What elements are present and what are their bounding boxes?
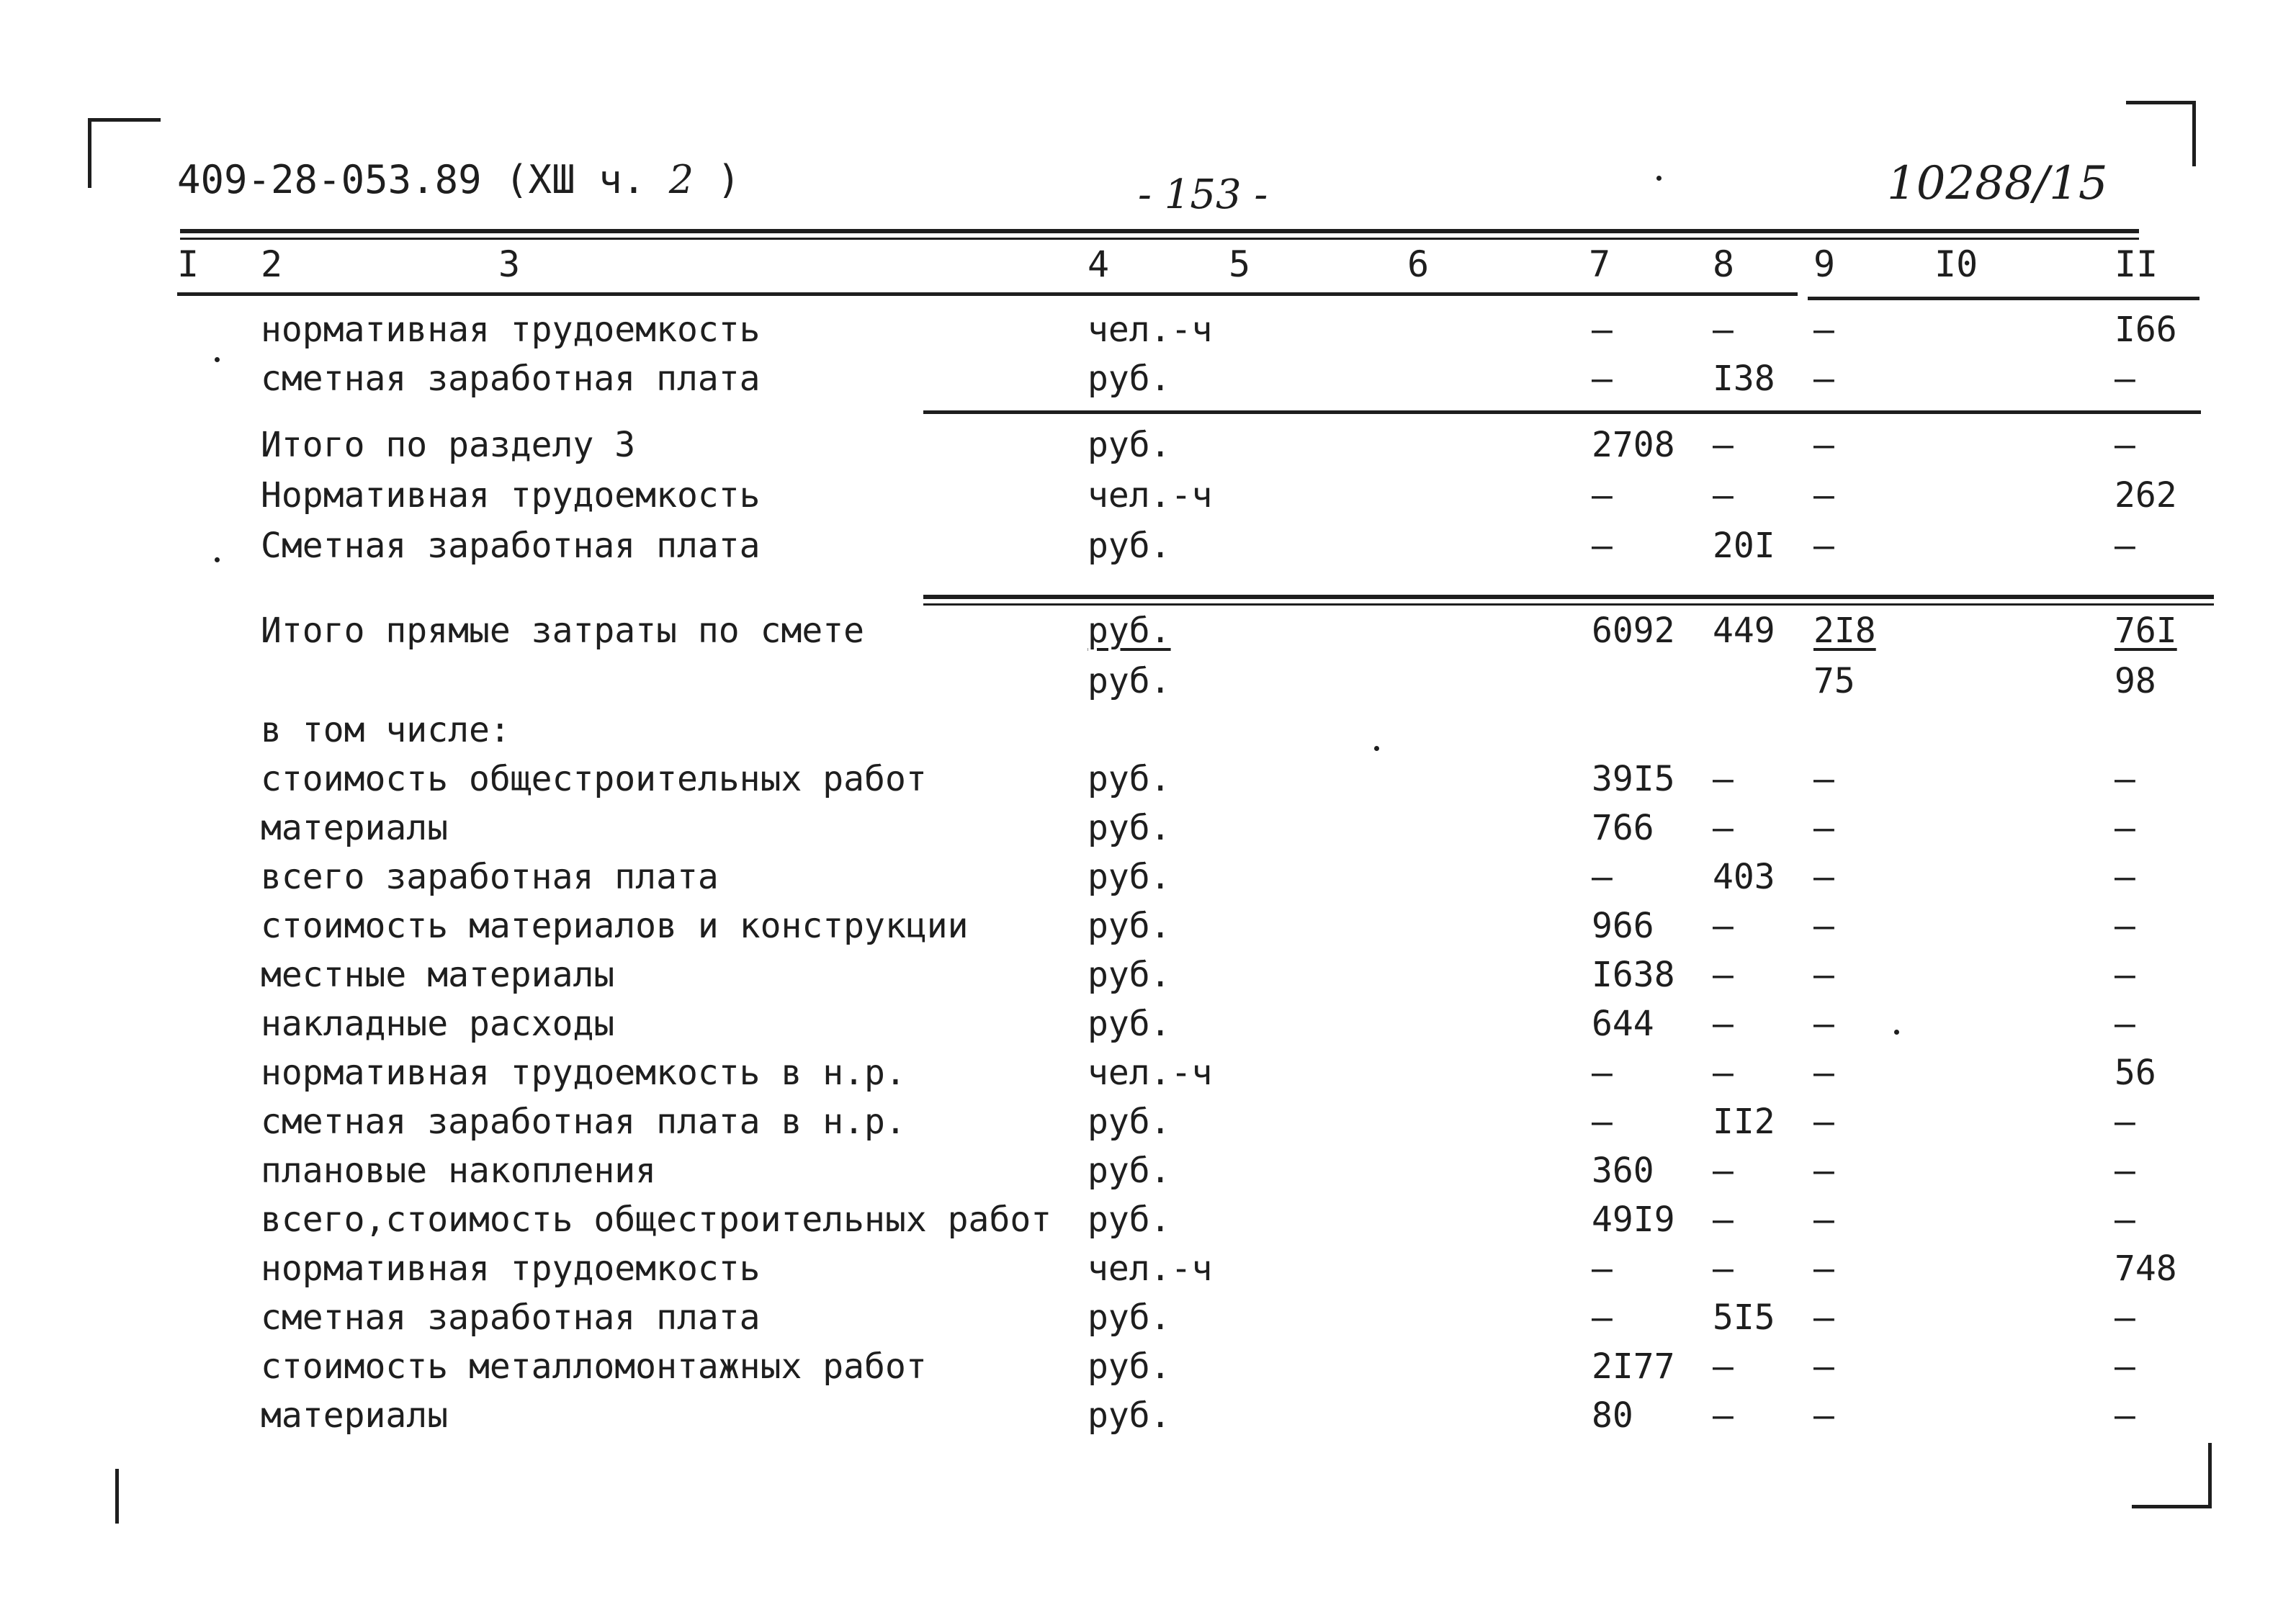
row-unit: руб. [1088, 906, 1171, 946]
row-item-name: Нормативная трудоемкость [261, 475, 761, 516]
column-numbers-rule-right [1808, 297, 2199, 300]
row-unit: руб. [1088, 1395, 1171, 1436]
row-value-col11: – [2115, 1102, 2135, 1142]
row-value-col7: 49I9 [1592, 1200, 1675, 1240]
row-value-col7: – [1592, 359, 1613, 399]
row-value-col9: – [1813, 759, 1834, 799]
row-unit: руб. [1088, 359, 1171, 399]
row-value-col9: – [1813, 526, 1834, 566]
frame-mark-bottom-left [115, 1469, 119, 1524]
table-row [0, 710, 2296, 755]
row-value-col8: – [1713, 310, 1734, 350]
table-row [0, 759, 2296, 804]
row-value-col9: – [1813, 425, 1834, 465]
row-value-col11: – [2115, 759, 2135, 799]
column-number-7: 7 [1589, 243, 1611, 285]
row-unit: руб. [1088, 1004, 1171, 1044]
row-value-col8: – [1713, 1004, 1734, 1044]
row-value-col11: – [2115, 1395, 2135, 1436]
row-value-col11: – [2115, 359, 2135, 399]
row-value-col11: 748 [2115, 1249, 2177, 1289]
row-value-col7: 6092 [1592, 611, 1675, 651]
row-value-col8: – [1713, 1200, 1734, 1240]
row-unit: руб. [1088, 857, 1171, 897]
row-unit: руб. [1088, 1297, 1171, 1338]
table-row [0, 808, 2296, 853]
row-value-col9: – [1813, 1102, 1834, 1142]
table-row [0, 857, 2296, 901]
table-row [0, 611, 2296, 655]
row-value-col8: – [1713, 759, 1734, 799]
column-number-11: II [2115, 243, 2158, 285]
row-item-name: всего заработная плата [261, 857, 719, 897]
row-value-col8: – [1713, 955, 1734, 995]
row-value-col7: – [1592, 857, 1613, 897]
table-row [0, 1200, 2296, 1244]
document-code-prefix: 409-28-05З.89 (ХШ ч. [177, 157, 669, 202]
row-value-col7: – [1592, 526, 1613, 566]
table-row [0, 955, 2296, 999]
column-number-6: 6 [1407, 243, 1430, 285]
row-value-col7: – [1592, 1249, 1613, 1289]
row-value-col9: – [1813, 1004, 1834, 1044]
table-row [0, 1053, 2296, 1097]
row-value-col11: – [2115, 1297, 2135, 1338]
row-value-col11: 262 [2115, 475, 2177, 516]
table-row [0, 1346, 2296, 1391]
row-value-col8: 20I [1713, 526, 1775, 566]
row-item-name: нормативная трудоемкость [261, 310, 761, 350]
row-unit: руб. [1088, 661, 1171, 701]
row-value-col11: I66 [2115, 310, 2177, 350]
row-value-col9: – [1813, 1200, 1834, 1240]
row-value-col9: – [1813, 1249, 1834, 1289]
row-unit: руб. [1088, 1151, 1171, 1191]
row-item-name: стоимость материалов и конструкции [261, 906, 969, 946]
row-value-col8: – [1713, 808, 1734, 848]
row-item-name: стоимость металломонтажных работ [261, 1346, 927, 1387]
row-unit: чел.-ч [1088, 310, 1213, 350]
row-value-col9: – [1813, 906, 1834, 946]
row-value-col7: 360 [1592, 1151, 1654, 1191]
row-value-col7: – [1592, 1297, 1613, 1338]
document-code-suffix: ) [694, 157, 741, 202]
table-row [0, 1395, 2296, 1440]
row-value-col8: II2 [1713, 1102, 1775, 1142]
column-number-9: 9 [1813, 243, 1836, 285]
row-item-name: накладные расходы [261, 1004, 615, 1044]
row-unit: чел.-ч [1088, 1053, 1213, 1093]
row-item-name: в том числе: [261, 710, 511, 750]
table-row [0, 310, 2296, 354]
row-item-name: сметная заработная плата в н.р. [261, 1102, 906, 1142]
row-value-col9: – [1813, 857, 1834, 897]
column-number-2: 2 [261, 243, 283, 285]
row-value-col8: 403 [1713, 857, 1775, 897]
row-value-col7: 2708 [1592, 425, 1675, 465]
row-value-col11: – [2115, 808, 2135, 848]
sheet-reference: 10288/15 [1887, 157, 2108, 210]
document-code-part: 2 [668, 157, 694, 202]
row-item-name: материалы [261, 808, 449, 848]
section-rule-1 [923, 410, 2201, 414]
row-value-col11: 76I [2115, 611, 2177, 651]
row-value-col11: – [2115, 955, 2135, 995]
table-row [0, 359, 2296, 403]
row-value-col11: – [2115, 425, 2135, 465]
column-number-5: 5 [1229, 243, 1251, 285]
table-row [0, 526, 2296, 570]
frame-corner-top-left [88, 118, 161, 188]
section-rule-2-thin [923, 603, 2214, 606]
table-row [0, 1249, 2296, 1293]
row-value-col11: – [2115, 1346, 2135, 1387]
row-value-col8: – [1713, 1053, 1734, 1093]
row-value-col11: – [2115, 1004, 2135, 1044]
column-number-10: I0 [1934, 243, 1978, 285]
table-row [0, 1102, 2296, 1146]
row-value-col8: – [1713, 906, 1734, 946]
row-unit: руб. [1088, 611, 1171, 651]
table-row [0, 425, 2296, 469]
row-value-col7: – [1592, 475, 1613, 516]
row-value-col9: – [1813, 359, 1834, 399]
row-value-col11: – [2115, 906, 2135, 946]
row-value-col9: – [1813, 1395, 1834, 1436]
row-unit: чел.-ч [1088, 1249, 1213, 1289]
table-top-rule [180, 229, 2139, 233]
column-number-3: 3 [498, 243, 521, 285]
row-value-col9: – [1813, 310, 1834, 350]
row-value-col8: – [1713, 1346, 1734, 1387]
frame-corner-top-right [2126, 101, 2196, 166]
row-value-col7: 966 [1592, 906, 1654, 946]
table-row [0, 1004, 2296, 1048]
row-value-col7: – [1592, 1053, 1613, 1093]
row-value-col9: 75 [1813, 661, 1855, 701]
row-unit: руб. [1088, 1102, 1171, 1142]
row-value-col11: – [2115, 1200, 2135, 1240]
table-top-rule-thin [180, 238, 2139, 240]
row-value-col11: 98 [2115, 661, 2156, 701]
column-number-8: 8 [1713, 243, 1735, 285]
row-item-name: стоимость общестроительных работ [261, 759, 927, 799]
scan-speck [1656, 176, 1662, 181]
row-unit: чел.-ч [1088, 475, 1213, 516]
row-unit: руб. [1088, 425, 1171, 465]
row-value-col8: 5I5 [1713, 1297, 1775, 1338]
section-rule-2 [923, 595, 2214, 599]
row-value-col7: 80 [1592, 1395, 1633, 1436]
row-item-name: Итого по разделу 3 [261, 425, 636, 465]
row-value-col7: 766 [1592, 808, 1654, 848]
table-row [0, 906, 2296, 950]
row-value-col9: – [1813, 955, 1834, 995]
table-row [0, 1297, 2296, 1342]
row-item-name: материалы [261, 1395, 449, 1436]
row-value-col9: 2I8 [1813, 611, 1876, 651]
row-value-col8: – [1713, 1395, 1734, 1436]
row-value-col8: – [1713, 425, 1734, 465]
row-value-col11: – [2115, 526, 2135, 566]
column-number-1: I [177, 243, 199, 285]
row-item-name: Итого прямые затраты по смете [261, 611, 865, 651]
row-value-col9: – [1813, 1053, 1834, 1093]
frame-corner-bottom-right [2132, 1443, 2212, 1508]
row-value-col9: – [1813, 475, 1834, 516]
row-item-name: местные материалы [261, 955, 615, 995]
row-item-name: всего,стоимость общестроительных работ [261, 1200, 1052, 1240]
row-value-col7: – [1592, 310, 1613, 350]
row-item-name: плановые накопления [261, 1151, 657, 1191]
row-value-col7: 644 [1592, 1004, 1654, 1044]
row-item-name: Сметная заработная плата [261, 526, 761, 566]
row-unit: руб. [1088, 955, 1171, 995]
row-item-name: сметная заработная плата [261, 1297, 761, 1338]
row-unit: руб. [1088, 1200, 1171, 1240]
row-unit: руб. [1088, 759, 1171, 799]
row-value-col8: – [1713, 1249, 1734, 1289]
page-number: - 153 - [1138, 171, 1268, 218]
row-unit: руб. [1088, 526, 1171, 566]
row-value-col7: – [1592, 1102, 1613, 1142]
row-value-col7: I638 [1592, 955, 1675, 995]
table-row [0, 1151, 2296, 1195]
row-value-col9: – [1813, 808, 1834, 848]
row-value-col8: I38 [1713, 359, 1775, 399]
row-item-name: нормативная трудоемкость [261, 1249, 761, 1289]
row-value-col8: 449 [1713, 611, 1775, 651]
row-value-col11: – [2115, 1151, 2135, 1191]
column-numbers-rule-left [177, 292, 1798, 296]
row-item-name: нормативная трудоемкость в н.р. [261, 1053, 906, 1093]
row-unit: руб. [1088, 1346, 1171, 1387]
row-value-col7: 2I77 [1592, 1346, 1675, 1387]
column-number-4: 4 [1088, 243, 1110, 285]
row-value-col9: – [1813, 1151, 1834, 1191]
table-row [0, 475, 2296, 520]
row-value-col9: – [1813, 1297, 1834, 1338]
row-value-col8: – [1713, 475, 1734, 516]
row-value-col8: – [1713, 1151, 1734, 1191]
row-unit: руб. [1088, 808, 1171, 848]
row-item-name: сметная заработная плата [261, 359, 761, 399]
row-value-col9: – [1813, 1346, 1834, 1387]
row-value-col11: – [2115, 857, 2135, 897]
table-row [0, 661, 2296, 706]
row-value-col7: 39I5 [1592, 759, 1675, 799]
row-value-col11: 56 [2115, 1053, 2156, 1093]
document-code [177, 157, 740, 202]
